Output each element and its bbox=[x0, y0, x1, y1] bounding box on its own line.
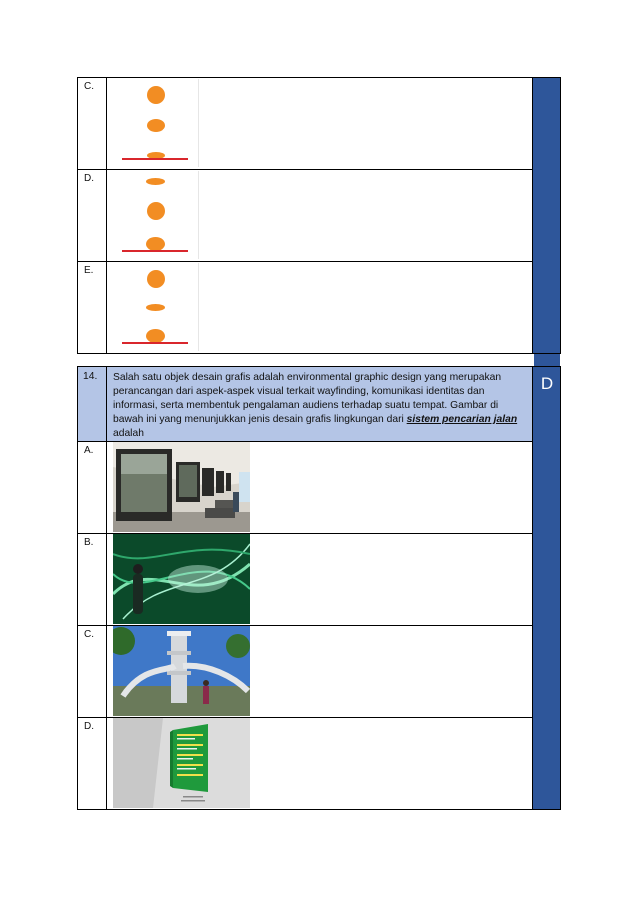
option-label-a: A. bbox=[84, 445, 94, 456]
border bbox=[77, 169, 533, 170]
sign-illustration bbox=[113, 718, 250, 808]
question-text-tail: adalah bbox=[113, 428, 144, 439]
ball bbox=[147, 119, 165, 132]
option-label-c: C. bbox=[84, 81, 94, 92]
ball bbox=[147, 202, 165, 220]
border bbox=[560, 366, 561, 810]
question-text bbox=[113, 371, 528, 441]
ball bbox=[146, 329, 165, 343]
sculpture-tower-photo bbox=[113, 626, 250, 716]
option-label-c2: C. bbox=[84, 629, 94, 640]
option-label-d2: D. bbox=[84, 721, 94, 732]
border bbox=[532, 77, 533, 354]
ball bbox=[147, 270, 165, 288]
ball bbox=[146, 178, 165, 185]
border bbox=[106, 77, 107, 354]
answer-column-top bbox=[533, 77, 561, 354]
border bbox=[77, 77, 561, 78]
answer-column bbox=[533, 366, 561, 810]
border bbox=[532, 366, 533, 810]
border bbox=[77, 809, 561, 810]
answer-column-connector bbox=[534, 354, 560, 366]
ground-line bbox=[122, 250, 188, 252]
question-text-body: Salah satu objek desain grafis adalah environmental graphic design yang merupakan perancangan dari aspek-aspek visual terkait wayfinding, komunikasi identitas dan informasi, serta membentuk pengalaman audiens terhadap suatu tempat. Gambar di bawah ini yang menunjukkan jenis desain grafis lingkungan dari bbox=[113, 372, 502, 425]
ball bbox=[147, 86, 165, 104]
light-art-illustration bbox=[113, 534, 250, 624]
gallery-illustration bbox=[113, 442, 250, 532]
border bbox=[77, 353, 561, 354]
border bbox=[560, 77, 561, 354]
option-label-b: B. bbox=[84, 537, 94, 548]
ground-line bbox=[122, 342, 188, 344]
border bbox=[77, 261, 533, 262]
question-number: 14. bbox=[83, 371, 98, 382]
answer-key: D bbox=[540, 374, 554, 393]
wayfinding-sign-photo bbox=[113, 718, 250, 808]
border bbox=[77, 77, 78, 354]
ball bbox=[146, 304, 165, 311]
border bbox=[106, 366, 107, 810]
ground-line bbox=[122, 158, 188, 160]
option-label-e: E. bbox=[84, 265, 94, 276]
interactive-light-photo bbox=[113, 534, 250, 624]
option-label-d: D. bbox=[84, 173, 94, 184]
tower-illustration bbox=[113, 626, 250, 716]
question-text-emphasis: sistem pencarian jalan bbox=[406, 414, 518, 425]
gallery-photo bbox=[113, 442, 250, 532]
ball bbox=[146, 237, 165, 251]
border bbox=[77, 366, 78, 810]
border bbox=[77, 366, 561, 367]
